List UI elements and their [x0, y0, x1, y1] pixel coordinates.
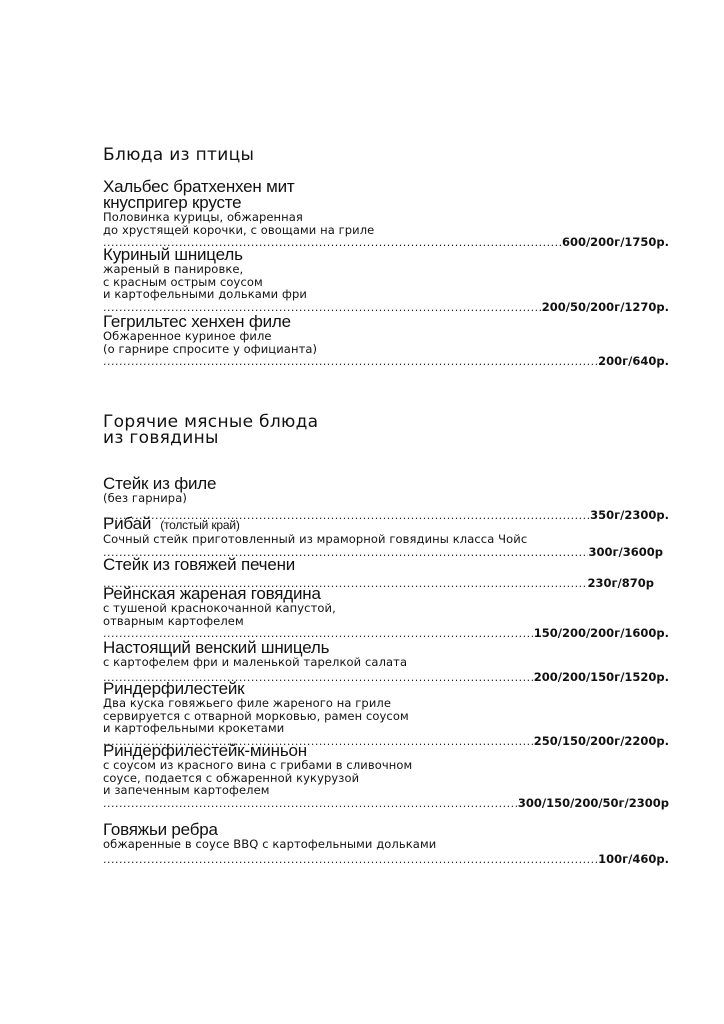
dot-leader	[103, 355, 597, 368]
item-price: 350г/2300р.	[590, 507, 669, 522]
item-name: Гегрильтес хенхен филе	[103, 312, 291, 331]
item-price: 300/150/200/50г/2300р	[517, 795, 669, 810]
item-desc-line: с картофелем фри и маленькой тарелкой салата	[103, 655, 408, 669]
item-desc-line: и картофельными дольками фри	[103, 287, 307, 301]
item-desc-line: с красным острым соусом	[103, 274, 263, 289]
item-desc-line: Половинка курицы, обжаренная	[103, 210, 303, 224]
price-leader	[103, 797, 669, 810]
item-price: 300г/3600р	[588, 544, 663, 559]
item-name-row	[103, 516, 669, 533]
section-title-line: Горячие мясные блюда	[103, 412, 319, 432]
item-price: 600/200г/1750р.	[561, 235, 669, 249]
item-desc-line: до хрустящей корочки, с овощами на гриле	[103, 222, 375, 237]
item-name: Стейк из филе	[103, 474, 217, 493]
item-desc-line: отварным картофелем	[103, 613, 244, 628]
item-desc-line: (о гарнире спросите у официанта)	[103, 341, 318, 356]
menu-item	[103, 179, 669, 249]
item-name: Стейк из говяжей печени	[103, 555, 296, 574]
price-leader	[103, 853, 669, 866]
item-desc-line: сервируется с отварной морковью, рамен соусом	[103, 708, 409, 723]
item-desc-line: соусе, подается с обжаренной кукурузой	[103, 770, 360, 785]
item-desc-line: Два куска говяжьего филе жареного на гриле	[103, 696, 392, 710]
section-title-beef	[103, 414, 318, 446]
item-name-line2: кнуспригер крусте	[103, 193, 242, 212]
dot-leader	[103, 853, 597, 866]
item-price: 230г/870р	[587, 576, 654, 590]
menu-item	[103, 822, 669, 866]
item-desc-line: обжаренные в соусе BBQ с картофельными дольками	[103, 837, 437, 851]
item-name-note: (толстый край)	[160, 518, 240, 532]
menu-item	[103, 586, 669, 640]
menu-item	[103, 681, 669, 748]
item-price: 150/200/200г/1600р.	[533, 626, 669, 640]
item-name: Риндерфилестейк-миньон	[103, 741, 307, 760]
item-desc-line: и картофельными крокетами	[103, 721, 285, 735]
item-price: 250/150/200г/2200р.	[533, 733, 669, 748]
menu-item	[103, 314, 669, 368]
item-desc-line: (без гарнира)	[103, 491, 187, 505]
item-name: Настоящий венский шницель	[103, 638, 330, 657]
item-price: 200г/640р.	[598, 354, 669, 368]
item-desc-line: с соусом из красного вина с грибами в сливочном	[103, 758, 413, 772]
item-name: Говяжьи ребра	[103, 820, 218, 839]
menu-item	[103, 640, 669, 684]
menu-item	[103, 743, 669, 810]
item-desc-line: Обжаренное куриное филе	[103, 329, 272, 343]
item-name: Риндерфилестейк	[103, 679, 245, 698]
item-desc-line: с тушеной краснокочанной капустой,	[103, 601, 336, 615]
item-name: Рейнская жареная говядина	[103, 584, 321, 603]
item-name: Хальбес братхенхен мит	[103, 177, 295, 196]
item-name: Куриный шницель	[103, 245, 243, 264]
item-price: 100г/460р.	[598, 851, 669, 866]
item-desc-line: Сочный стейк приготовленный из мраморной говядины класса Чойс	[103, 532, 528, 546]
item-desc-line: жареный в панировке,	[103, 262, 244, 276]
dot-leader	[103, 797, 517, 810]
item-name: Рибай	[103, 514, 152, 533]
price-leader	[103, 355, 669, 368]
section-title-poultry: Блюда из птицы	[103, 145, 255, 165]
item-desc-line: и запеченным картофелем	[103, 783, 270, 797]
menu-item	[103, 247, 669, 314]
item-price: 200/200/150г/1520р.	[533, 669, 669, 684]
menu-item	[103, 516, 669, 559]
item-price: 200/50/200г/1270р.	[541, 299, 669, 314]
section-title-line: из говядины	[103, 428, 219, 448]
menu-item	[103, 476, 669, 522]
